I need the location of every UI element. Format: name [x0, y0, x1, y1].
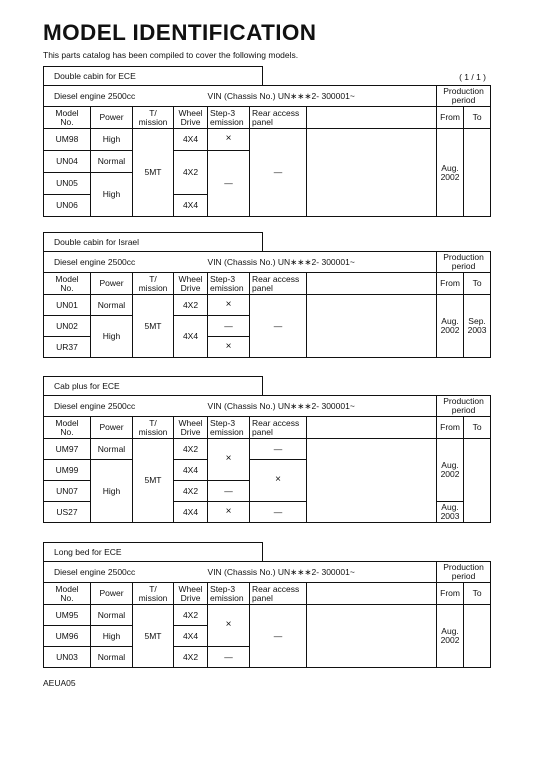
section-long-bed-ece	[43, 542, 490, 668]
power-cell: Normal	[91, 295, 133, 316]
model-table	[43, 395, 491, 523]
col-from: From	[437, 417, 464, 439]
to-cell	[464, 295, 491, 358]
model-cell: US27	[44, 502, 91, 523]
col-trans	[133, 273, 174, 295]
wheel-cell: 4X4	[174, 626, 208, 647]
step3-cell: ×	[208, 605, 250, 647]
col-rear	[250, 417, 307, 439]
step3-cell: ×	[208, 337, 250, 358]
col-model-l1: Model	[55, 583, 79, 594]
step3-cell: ×	[208, 129, 250, 151]
col-blank	[307, 583, 437, 605]
vin-cell	[208, 562, 437, 583]
section-label: Double cabin for Israel	[54, 237, 140, 247]
from-l2: 2002	[440, 171, 460, 182]
from-l2: 2002	[440, 469, 460, 479]
from-l2: 2002	[440, 325, 460, 335]
col-step3-l2: emission	[210, 282, 244, 293]
section-tab	[43, 376, 263, 395]
col-trans	[133, 417, 174, 439]
col-model-l2: No.	[60, 116, 74, 127]
to-cell	[464, 605, 491, 668]
to-cell	[464, 439, 491, 523]
col-step3-l1: Step-3	[210, 417, 236, 428]
to-l2: 2003	[467, 325, 487, 335]
power-cell: High	[91, 626, 133, 647]
col-to: To	[464, 107, 491, 129]
col-from: From	[437, 583, 464, 605]
col-model	[44, 107, 91, 129]
col-step3	[208, 583, 250, 605]
col-blank	[307, 273, 437, 295]
col-trans-l2: mission	[138, 116, 168, 127]
col-model-l2: No.	[60, 592, 74, 603]
col-from: From	[437, 107, 464, 129]
to-l1: Sep.	[468, 316, 486, 327]
from-l1: Aug.	[441, 316, 459, 327]
col-wheel-l1: Wheel	[178, 417, 203, 428]
col-power: Power	[91, 273, 133, 295]
section-tab	[43, 66, 263, 85]
from-cell	[437, 502, 464, 523]
blank-cell	[307, 605, 437, 668]
rear-cell: ×	[250, 460, 307, 502]
col-rear-l1: Rear access	[252, 583, 300, 594]
step3-cell: ×	[208, 502, 250, 523]
transmission-cell: 5MT	[133, 605, 174, 668]
step3-cell: ×	[208, 295, 250, 316]
step3-cell: —	[208, 316, 250, 337]
production-label: Production	[443, 252, 484, 263]
col-rear	[250, 583, 307, 605]
col-power: Power	[91, 417, 133, 439]
to-cell	[464, 129, 491, 217]
wheel-cell: 4X2	[174, 151, 208, 195]
col-rear	[250, 107, 307, 129]
model-cell: UM98	[44, 129, 91, 151]
wheel-cell: 4X2	[174, 439, 208, 460]
col-trans	[133, 583, 174, 605]
col-trans-l2: mission	[138, 426, 168, 437]
model-cell: UN03	[44, 647, 91, 668]
col-trans-l1: T/	[149, 417, 157, 428]
model-table	[43, 251, 491, 358]
col-step3-l1: Step-3	[210, 583, 236, 594]
col-wheel	[174, 583, 208, 605]
section-tab	[43, 232, 263, 251]
model-table	[43, 85, 491, 217]
model-cell: UM97	[44, 439, 91, 460]
model-cell: UM99	[44, 460, 91, 481]
rear-cell: —	[250, 502, 307, 523]
transmission-cell: 5MT	[133, 129, 174, 217]
vin-label: VIN (Chassis No.) UN∗∗∗2- 300001~	[207, 256, 355, 267]
col-wheel	[174, 417, 208, 439]
blank-cell	[307, 129, 437, 217]
intro-text: This parts catalog has been compiled to cover the following models.	[43, 50, 299, 60]
vin-cell	[208, 252, 437, 273]
section-double-cabin-ece	[43, 66, 490, 217]
step3-cell: —	[208, 481, 250, 502]
engine-label: Diesel engine 2500cc	[54, 400, 136, 411]
period-label: period	[451, 405, 476, 415]
step3-cell: —	[208, 647, 250, 668]
col-step3	[208, 273, 250, 295]
from-l2: 2002	[440, 635, 460, 645]
col-step3-l2: emission	[210, 592, 244, 603]
col-blank	[307, 107, 437, 129]
col-from: From	[437, 273, 464, 295]
col-power: Power	[91, 583, 133, 605]
engine-label: Diesel engine 2500cc	[54, 90, 136, 101]
model-cell: UN06	[44, 195, 91, 217]
col-trans-l2: mission	[138, 592, 168, 603]
vin-label: VIN (Chassis No.) UN∗∗∗2- 300001~	[207, 566, 355, 577]
from-cell	[437, 605, 464, 668]
vin-cell	[208, 86, 437, 107]
col-rear-l1: Rear access	[252, 107, 300, 118]
wheel-cell: 4X2	[174, 481, 208, 502]
col-wheel-l1: Wheel	[178, 583, 203, 594]
period-label: period	[451, 261, 476, 271]
production-label: Production	[443, 396, 484, 407]
rear-cell: —	[250, 439, 307, 460]
section-cab-plus-ece	[43, 376, 490, 523]
col-rear-l1: Rear access	[252, 417, 300, 428]
step3-cell: —	[208, 151, 250, 217]
col-step3	[208, 107, 250, 129]
section-label: Long bed for ECE	[54, 547, 122, 557]
col-model	[44, 583, 91, 605]
production-header	[437, 86, 491, 107]
engine-cell	[44, 252, 208, 273]
section-double-cabin-israel	[43, 232, 490, 358]
col-rear-l2: panel	[252, 116, 273, 127]
power-cell: High	[91, 173, 133, 217]
wheel-cell: 4X2	[174, 647, 208, 668]
col-step3-l2: emission	[210, 116, 244, 127]
wheel-cell: 4X4	[174, 129, 208, 151]
production-label: Production	[443, 86, 484, 97]
vin-label: VIN (Chassis No.) UN∗∗∗2- 300001~	[207, 400, 355, 411]
col-wheel-l2: Drive	[180, 116, 201, 127]
from-l1: Aug.	[441, 502, 459, 513]
vin-label: VIN (Chassis No.) UN∗∗∗2- 300001~	[207, 90, 355, 101]
model-cell: UM96	[44, 626, 91, 647]
period-label: period	[451, 95, 476, 105]
power-cell: Normal	[91, 605, 133, 626]
wheel-cell: 4X4	[174, 316, 208, 358]
wheel-cell: 4X4	[174, 502, 208, 523]
col-wheel	[174, 273, 208, 295]
rear-cell: —	[250, 295, 307, 358]
power-cell: High	[91, 460, 133, 523]
model-cell: UN02	[44, 316, 91, 337]
col-rear-l2: panel	[252, 592, 273, 603]
rear-cell: —	[250, 605, 307, 668]
col-to: To	[464, 583, 491, 605]
col-trans	[133, 107, 174, 129]
col-rear-l2: panel	[252, 282, 273, 293]
col-trans-l2: mission	[138, 282, 168, 293]
from-l1: Aug.	[441, 162, 459, 173]
section-label: Double cabin for ECE	[54, 71, 136, 81]
col-step3-l1: Step-3	[210, 273, 236, 284]
col-model	[44, 273, 91, 295]
col-blank	[307, 417, 437, 439]
col-wheel-l1: Wheel	[178, 273, 203, 284]
col-wheel-l2: Drive	[180, 426, 201, 437]
production-label: Production	[443, 562, 484, 573]
col-trans-l1: T/	[149, 273, 157, 284]
model-cell: UN01	[44, 295, 91, 316]
col-power: Power	[91, 107, 133, 129]
section-tab	[43, 542, 263, 561]
from-cell	[437, 439, 464, 502]
page-title: MODEL IDENTIFICATION	[43, 20, 317, 45]
model-cell: UN05	[44, 173, 91, 195]
col-wheel-l2: Drive	[180, 282, 201, 293]
col-model-l1: Model	[55, 417, 79, 428]
model-cell: UM95	[44, 605, 91, 626]
engine-cell	[44, 396, 208, 417]
power-cell: Normal	[91, 647, 133, 668]
production-header	[437, 252, 491, 273]
blank-cell	[307, 439, 437, 523]
engine-label: Diesel engine 2500cc	[54, 566, 136, 577]
col-to: To	[464, 417, 491, 439]
from-l1: Aug.	[441, 626, 459, 637]
production-header	[437, 396, 491, 417]
col-model-l2: No.	[60, 282, 74, 293]
blank-cell	[307, 295, 437, 358]
power-cell: Normal	[91, 151, 133, 173]
wheel-cell: 4X2	[174, 295, 208, 316]
model-cell: UR37	[44, 337, 91, 358]
model-table	[43, 561, 491, 668]
col-wheel-l1: Wheel	[178, 107, 203, 118]
col-rear-l1: Rear access	[252, 273, 300, 284]
col-step3-l1: Step-3	[210, 107, 236, 118]
col-wheel	[174, 107, 208, 129]
col-wheel-l2: Drive	[180, 592, 201, 603]
footer-code: AEUA05	[43, 678, 76, 688]
from-cell	[437, 129, 464, 217]
from-l1: Aug.	[441, 460, 459, 471]
col-step3	[208, 417, 250, 439]
engine-cell	[44, 562, 208, 583]
col-model-l2: No.	[60, 426, 74, 437]
col-to: To	[464, 273, 491, 295]
col-rear-l2: panel	[252, 426, 273, 437]
rear-cell: —	[250, 129, 307, 217]
col-step3-l2: emission	[210, 426, 244, 437]
wheel-cell: 4X2	[174, 605, 208, 626]
wheel-cell: 4X4	[174, 460, 208, 481]
wheel-cell: 4X4	[174, 195, 208, 217]
production-header	[437, 562, 491, 583]
from-l2: 2003	[440, 511, 460, 521]
power-cell: High	[91, 129, 133, 151]
col-model-l1: Model	[55, 273, 79, 284]
transmission-cell: 5MT	[133, 439, 174, 523]
page-number: ( 1 / 1 )	[459, 72, 486, 82]
col-trans-l1: T/	[149, 107, 157, 118]
power-cell: Normal	[91, 439, 133, 460]
model-cell: UN04	[44, 151, 91, 173]
period-label: period	[451, 571, 476, 581]
col-model	[44, 417, 91, 439]
col-rear	[250, 273, 307, 295]
power-cell: High	[91, 316, 133, 358]
section-label: Cab plus for ECE	[54, 381, 120, 391]
engine-cell	[44, 86, 208, 107]
col-model-l1: Model	[55, 107, 79, 118]
col-trans-l1: T/	[149, 583, 157, 594]
vin-cell	[208, 396, 437, 417]
model-cell: UN07	[44, 481, 91, 502]
step3-cell: ×	[208, 439, 250, 481]
engine-label: Diesel engine 2500cc	[54, 256, 136, 267]
transmission-cell: 5MT	[133, 295, 174, 358]
from-cell	[437, 295, 464, 358]
